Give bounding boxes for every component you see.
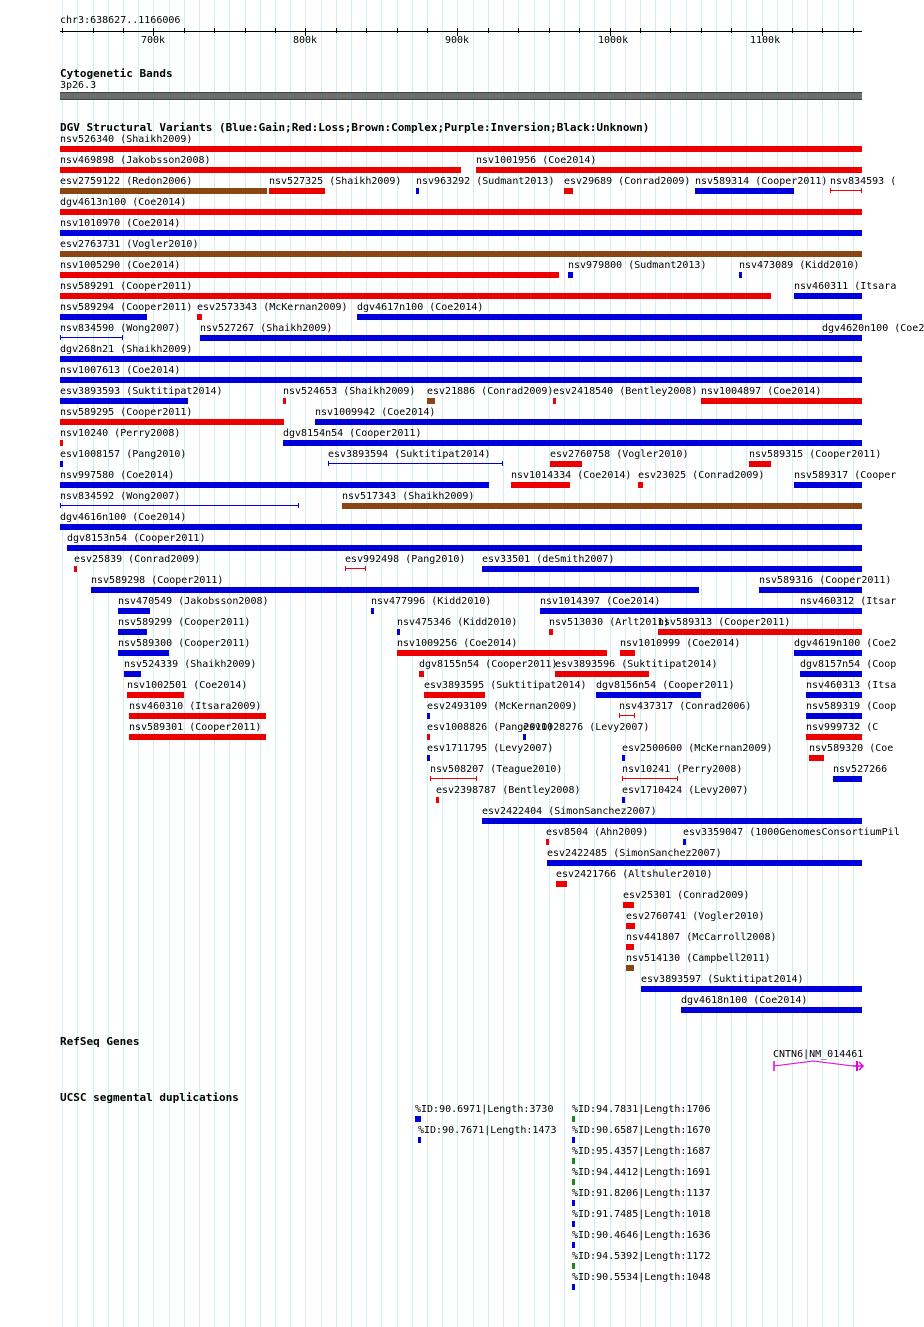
feature-label: esv3893596 (Suktitipat2014) xyxy=(555,659,718,670)
feature-label: nsv514130 (Campbell2011) xyxy=(626,953,771,964)
ruler-tick-label: 1100k xyxy=(750,35,781,46)
grid-line xyxy=(321,0,322,1327)
feature-bar[interactable] xyxy=(695,188,794,194)
feature-label: nsv10241 (Perry2008) xyxy=(622,764,743,775)
feature-label: esv29689 (Conrad2009) xyxy=(564,176,691,187)
ruler-minor-tick xyxy=(853,28,854,33)
cytoband-3p26-3[interactable] xyxy=(60,92,862,100)
feature-label: nsv460312 (Itsar xyxy=(800,596,897,607)
feature-bar[interactable] xyxy=(626,944,634,950)
feature-label: nsv589317 (Cooper xyxy=(794,470,897,481)
gene-cntn6[interactable] xyxy=(773,1058,868,1074)
feature-bar[interactable] xyxy=(622,797,625,803)
feature-bar-part xyxy=(122,335,123,340)
feature-bar[interactable] xyxy=(60,293,771,299)
feature-label: esv2500600 (McKernan2009) xyxy=(622,743,773,754)
ruler-minor-tick xyxy=(670,28,671,33)
feature-label: nsv1014334 (Coe2014) xyxy=(511,470,632,481)
ruler-minor-tick xyxy=(701,28,702,33)
ruler-minor-tick xyxy=(792,28,793,33)
feature-bar[interactable] xyxy=(60,356,862,362)
feature-bar[interactable] xyxy=(546,839,549,845)
feature-bar[interactable] xyxy=(619,713,635,718)
feature-bar[interactable] xyxy=(416,188,419,194)
feature-bar[interactable] xyxy=(60,251,862,257)
ruler-minor-tick xyxy=(336,28,337,33)
feature-label: nsv1009256 (Coe2014) xyxy=(397,638,518,649)
feature-bar[interactable] xyxy=(638,482,643,488)
feature-bar[interactable] xyxy=(800,608,862,614)
feature-bar-part xyxy=(634,713,635,718)
feature-bar[interactable] xyxy=(806,713,862,719)
feature-label: nsv963292 (Sudmant2013) xyxy=(416,176,555,187)
feature-label: %ID:95.4357|Length:1687 xyxy=(572,1146,711,1157)
feature-bar[interactable] xyxy=(430,776,477,781)
feature-bar[interactable] xyxy=(129,734,266,740)
feature-label: nsv589294 (Cooper2011) xyxy=(60,302,193,313)
feature-bar[interactable] xyxy=(568,272,573,278)
ruler-tick-label: 800k xyxy=(293,35,318,46)
feature-label: dgv4616n100 (Coe2014) xyxy=(60,512,187,523)
feature-label: dgv4619n100 (Coe2 xyxy=(794,638,897,649)
feature-label: nsv979800 (Sudmant2013) xyxy=(568,260,707,271)
feature-bar[interactable] xyxy=(800,671,862,677)
feature-bar-part xyxy=(619,715,635,716)
grid-line xyxy=(762,0,763,1327)
feature-label: nsv589300 (Cooper2011) xyxy=(118,638,251,649)
feature-label: nsv475346 (Kidd2010) xyxy=(397,617,518,628)
feature-bar[interactable] xyxy=(482,566,862,572)
feature-bar[interactable] xyxy=(397,650,607,656)
feature-bar[interactable] xyxy=(564,188,573,194)
feature-bar-part xyxy=(502,461,503,466)
feature-bar[interactable] xyxy=(759,587,862,593)
feature-label: nsv517343 (Shaikh2009) xyxy=(342,491,475,502)
ruler-minor-tick xyxy=(93,28,94,33)
feature-bar[interactable] xyxy=(60,482,489,488)
feature-label: nsv1004897 (Coe2014) xyxy=(701,386,822,397)
feature-label: esv1711795 (Levy2007) xyxy=(427,743,554,754)
feature-bar[interactable] xyxy=(556,881,567,887)
feature-bar[interactable] xyxy=(60,209,862,215)
feature-bar-part xyxy=(365,566,366,571)
grid-line xyxy=(260,0,261,1327)
feature-bar-part xyxy=(622,776,623,781)
feature-label: nsv1009942 (Coe2014) xyxy=(315,407,436,418)
grid-line xyxy=(746,0,747,1327)
feature-label: dgv4618n100 (Coe2014) xyxy=(681,995,808,1006)
feature-bar[interactable] xyxy=(60,230,862,236)
ruler-minor-tick xyxy=(488,28,489,33)
feature-bar-part xyxy=(328,461,329,466)
grid-line xyxy=(731,0,732,1327)
feature-label: nsv589315 (Cooper2011) xyxy=(749,449,882,460)
ruler-minor-tick xyxy=(731,28,732,33)
ruler-minor-tick xyxy=(245,28,246,33)
feature-bar-part xyxy=(60,503,61,508)
feature-bar-part xyxy=(298,503,299,508)
feature-bar[interactable] xyxy=(553,398,556,404)
feature-bar[interactable] xyxy=(60,272,559,278)
feature-bar[interactable] xyxy=(124,671,141,677)
feature-bar[interactable] xyxy=(397,629,400,635)
ruler-minor-tick xyxy=(579,28,580,33)
feature-label: nsv524339 (Shaikh2009) xyxy=(124,659,257,670)
feature-bar[interactable] xyxy=(60,314,147,320)
feature-bar[interactable] xyxy=(596,692,701,698)
grid-line xyxy=(336,0,337,1327)
feature-bar[interactable] xyxy=(415,1116,421,1122)
feature-label: esv2398787 (Bentley2008) xyxy=(436,785,581,796)
feature-bar[interactable] xyxy=(315,419,862,425)
feature-label: dgv268n21 (Shaikh2009) xyxy=(60,344,193,355)
feature-bar[interactable] xyxy=(427,713,430,719)
feature-label: esv2760741 (Vogler2010) xyxy=(626,911,765,922)
feature-bar[interactable] xyxy=(623,902,634,908)
cytoband-track-title: Cytogenetic Bands xyxy=(60,67,173,80)
feature-bar[interactable] xyxy=(482,818,862,824)
feature-bar[interactable] xyxy=(626,923,635,929)
grid-line xyxy=(412,0,413,1327)
feature-label: esv2422485 (SimonSanchez2007) xyxy=(547,848,722,859)
feature-bar[interactable] xyxy=(833,776,862,782)
feature-bar[interactable] xyxy=(118,629,147,635)
refseq-track-title: RefSeq Genes xyxy=(60,1035,140,1048)
feature-label: esv2422404 (SimonSanchez2007) xyxy=(482,806,657,817)
feature-label: esv3893593 (Suktitipat2014) xyxy=(60,386,223,397)
ruler-tick-label: 1000k xyxy=(598,35,629,46)
feature-label: nsv10240 (Perry2008) xyxy=(60,428,181,439)
feature-bar-part xyxy=(830,188,831,193)
feature-bar[interactable] xyxy=(419,671,424,677)
feature-label: nsv1002501 (Coe2014) xyxy=(127,680,248,691)
grid-line xyxy=(305,0,306,1327)
feature-label: dgv8153n54 (Cooper2011) xyxy=(67,533,206,544)
feature-bar[interactable] xyxy=(436,797,439,803)
feature-bar[interactable] xyxy=(572,1137,575,1143)
feature-bar[interactable] xyxy=(547,860,862,866)
feature-bar-part xyxy=(430,776,431,781)
gene-label: CNTN6|NM_014461 xyxy=(773,1049,864,1060)
feature-bar[interactable] xyxy=(197,314,202,320)
feature-label: nsv589298 (Cooper2011) xyxy=(91,575,224,586)
feature-bar[interactable] xyxy=(572,1284,575,1290)
feature-bar-part xyxy=(60,335,61,340)
feature-label: nsv437317 (Conrad2006) xyxy=(619,701,752,712)
feature-bar-part xyxy=(861,188,862,193)
feature-bar[interactable] xyxy=(550,461,582,467)
feature-label: dgv4620n100 (Coe2 xyxy=(822,323,924,334)
feature-bar-part xyxy=(328,463,503,464)
feature-bar[interactable] xyxy=(572,1200,575,1206)
feature-bar[interactable] xyxy=(749,461,771,467)
feature-label: nsv470549 (Jakobsson2008) xyxy=(118,596,269,607)
feature-label: nsv513030 (Arlt2011) xyxy=(549,617,670,628)
feature-bar[interactable] xyxy=(809,755,824,761)
feature-bar[interactable] xyxy=(283,440,862,446)
feature-label: esv3359047 (1000GenomesConsortiumPil xyxy=(683,827,900,838)
feature-bar[interactable] xyxy=(622,755,625,761)
feature-label: nsv527266 xyxy=(833,764,888,775)
feature-label: esv1710424 (Levy2007) xyxy=(622,785,749,796)
feature-bar[interactable] xyxy=(549,629,553,635)
feature-bar[interactable] xyxy=(476,167,862,173)
grid-line xyxy=(290,0,291,1327)
feature-bar-part xyxy=(345,568,366,569)
feature-bar[interactable] xyxy=(701,398,862,404)
feature-bar[interactable] xyxy=(418,1137,421,1143)
feature-label: esv1028276 (Levy2007) xyxy=(523,722,650,733)
feature-label: esv2760758 (Vogler2010) xyxy=(550,449,689,460)
feature-label: esv3893595 (Suktitipat2014) xyxy=(424,680,587,691)
feature-bar-part xyxy=(622,778,678,779)
grid-line xyxy=(777,0,778,1327)
feature-label: nsv508207 (Teague2010) xyxy=(430,764,563,775)
feature-label: nsv477996 (Kidd2010) xyxy=(371,596,492,607)
grid-line xyxy=(397,0,398,1327)
feature-bar[interactable] xyxy=(572,1263,575,1269)
feature-label: esv21886 (Conrad2009) xyxy=(427,386,554,397)
feature-label: esv25839 (Conrad2009) xyxy=(74,554,201,565)
feature-bar[interactable] xyxy=(200,335,862,341)
feature-bar[interactable] xyxy=(60,419,284,425)
feature-label: %ID:91.8206|Length:1137 xyxy=(572,1188,711,1199)
feature-bar[interactable] xyxy=(806,692,862,698)
ruler-minor-tick xyxy=(123,28,124,33)
feature-label: esv23025 (Conrad2009) xyxy=(638,470,765,481)
feature-label: dgv4617n100 (Coe2014) xyxy=(357,302,484,313)
feature-label: nsv999732 (C xyxy=(806,722,879,733)
feature-bar[interactable] xyxy=(342,503,862,509)
feature-bar[interactable] xyxy=(572,1116,575,1122)
feature-label: nsv834590 (Wong2007) xyxy=(60,323,181,334)
feature-bar[interactable] xyxy=(658,629,862,635)
feature-bar[interactable] xyxy=(572,1221,575,1227)
feature-bar[interactable] xyxy=(60,503,299,508)
feature-bar-part xyxy=(430,778,477,779)
feature-bar[interactable] xyxy=(60,146,862,152)
dgv-track-title: DGV Structural Variants (Blue:Gain;Red:Loss;Brown:Complex;Purple:Inversion;Black:Unknown) xyxy=(60,121,650,134)
feature-label: nsv834592 (Wong2007) xyxy=(60,491,181,502)
feature-bar[interactable] xyxy=(118,608,150,614)
ruler-minor-tick xyxy=(640,28,641,33)
feature-bar[interactable] xyxy=(60,524,862,530)
feature-bar[interactable] xyxy=(511,482,570,488)
feature-bar[interactable] xyxy=(74,566,77,572)
feature-label: esv992498 (Pang2010) xyxy=(345,554,466,565)
feature-label: nsv589313 (Cooper2011) xyxy=(658,617,791,628)
feature-bar[interactable] xyxy=(794,482,862,488)
feature-bar[interactable] xyxy=(822,335,862,341)
ruler-axis xyxy=(60,31,862,32)
feature-bar[interactable] xyxy=(806,734,862,740)
feature-bar[interactable] xyxy=(60,440,63,446)
feature-bar[interactable] xyxy=(572,1242,575,1248)
feature-bar[interactable] xyxy=(328,461,503,466)
feature-bar[interactable] xyxy=(118,650,169,656)
feature-label: nsv589316 (Cooper2011) xyxy=(759,575,892,586)
ruler-minor-tick xyxy=(275,28,276,33)
feature-label: nsv589291 (Cooper2011) xyxy=(60,281,193,292)
feature-bar-part xyxy=(476,776,477,781)
feature-bar[interactable] xyxy=(91,587,699,593)
feature-label: esv33501 (deSmith2007) xyxy=(482,554,615,565)
feature-bar[interactable] xyxy=(424,692,485,698)
feature-label: nsv1010970 (Coe2014) xyxy=(60,218,181,229)
feature-label: esv2418540 (Bentley2008) xyxy=(553,386,698,397)
feature-label: esv1008157 (Pang2010) xyxy=(60,449,187,460)
feature-label: %ID:90.5534|Length:1048 xyxy=(572,1272,711,1283)
feature-bar[interactable] xyxy=(794,650,862,656)
ruler-minor-tick xyxy=(397,28,398,33)
feature-bar[interactable] xyxy=(60,167,461,173)
feature-label: %ID:94.7831|Length:1706 xyxy=(572,1104,711,1115)
ruler-minor-tick xyxy=(822,28,823,33)
feature-label: esv2763731 (Vogler2010) xyxy=(60,239,199,250)
ruler-minor-tick xyxy=(427,28,428,33)
feature-bar[interactable] xyxy=(427,734,430,740)
feature-bar[interactable] xyxy=(371,608,374,614)
feature-label: nsv997580 (Coe2014) xyxy=(60,470,175,481)
ruler-minor-tick xyxy=(214,28,215,33)
feature-label: nsv589320 (Coe xyxy=(809,743,894,754)
feature-label: nsv460311 (Itsara xyxy=(794,281,897,292)
feature-bar[interactable] xyxy=(739,272,742,278)
feature-label: %ID:91.7485|Length:1018 xyxy=(572,1209,711,1220)
feature-bar[interactable] xyxy=(60,188,267,194)
grid-line xyxy=(366,0,367,1327)
feature-bar[interactable] xyxy=(572,1158,575,1164)
feature-bar[interactable] xyxy=(60,335,123,340)
grid-line xyxy=(792,0,793,1327)
feature-bar-part xyxy=(345,566,346,571)
feature-label: %ID:90.4646|Length:1636 xyxy=(572,1230,711,1241)
feature-bar[interactable] xyxy=(794,293,862,299)
feature-label: nsv441807 (McCarroll2008) xyxy=(626,932,777,943)
feature-bar[interactable] xyxy=(427,755,430,761)
feature-label: esv1008826 (Pang2010) xyxy=(427,722,554,733)
feature-bar[interactable] xyxy=(60,398,188,404)
cytoband-label: 3p26.3 xyxy=(60,80,97,91)
feature-label: esv2759122 (Redon2006) xyxy=(60,176,193,187)
feature-bar[interactable] xyxy=(60,461,63,467)
feature-label: nsv527325 (Shaikh2009) xyxy=(269,176,402,187)
feature-label: dgv4613n100 (Coe2014) xyxy=(60,197,187,208)
feature-label: esv3893594 (Suktitipat2014) xyxy=(328,449,491,460)
feature-bar[interactable] xyxy=(626,965,634,971)
ruler-tick-label: 900k xyxy=(445,35,470,46)
segdup-track-title: UCSC segmental duplications xyxy=(60,1091,239,1104)
feature-label: nsv1001956 (Coe2014) xyxy=(476,155,597,166)
feature-label: nsv1014397 (Coe2014) xyxy=(540,596,661,607)
feature-bar-part xyxy=(619,713,620,718)
feature-label: nsv834593 ( xyxy=(830,176,897,187)
feature-label: esv3893597 (Suktitipat2014) xyxy=(641,974,804,985)
feature-label: dgv8155n54 (Cooper2011) xyxy=(419,659,558,670)
grid-line xyxy=(351,0,352,1327)
grid-line xyxy=(275,0,276,1327)
feature-label: esv2421766 (Altshuler2010) xyxy=(556,869,713,880)
feature-label: esv2573343 (McKernan2009) xyxy=(197,302,348,313)
feature-label: %ID:94.4412|Length:1691 xyxy=(572,1167,711,1178)
feature-bar[interactable] xyxy=(283,398,286,404)
feature-label: nsv527267 (Shaikh2009) xyxy=(200,323,333,334)
feature-bar[interactable] xyxy=(683,839,686,845)
feature-label: dgv8157n54 (Coop xyxy=(800,659,897,670)
feature-label: nsv589295 (Cooper2011) xyxy=(60,407,193,418)
feature-label: nsv589314 (Cooper2011) xyxy=(695,176,828,187)
feature-label: nsv524653 (Shaikh2009) xyxy=(283,386,416,397)
feature-label: nsv526340 (Shaikh2009) xyxy=(60,134,193,145)
feature-bar[interactable] xyxy=(127,692,184,698)
ruler-minor-tick xyxy=(184,28,185,33)
feature-bar[interactable] xyxy=(572,1179,575,1185)
feature-label: %ID:94.5392|Length:1172 xyxy=(572,1251,711,1262)
feature-bar-part xyxy=(830,190,862,191)
feature-bar-part xyxy=(677,776,678,781)
ruler-minor-tick xyxy=(366,28,367,33)
feature-bar-part xyxy=(60,337,123,338)
grid-line xyxy=(381,0,382,1327)
feature-bar[interactable] xyxy=(357,314,862,320)
ruler-minor-tick xyxy=(549,28,550,33)
feature-label: nsv589299 (Cooper2011) xyxy=(118,617,251,628)
feature-label: dgv8156n54 (Cooper2011) xyxy=(596,680,735,691)
feature-bar[interactable] xyxy=(555,671,649,677)
feature-label: esv8504 (Ahn2009) xyxy=(546,827,649,838)
feature-label: %ID:90.7671|Length:1473 xyxy=(418,1125,557,1136)
feature-label: nsv473089 (Kidd2010) xyxy=(739,260,860,271)
feature-label: nsv460313 (Itsa xyxy=(806,680,897,691)
feature-label: nsv589301 (Cooper2011) xyxy=(129,722,262,733)
feature-label: nsv1007613 (Coe2014) xyxy=(60,365,181,376)
feature-label: nsv589319 (Coop xyxy=(806,701,897,712)
feature-bar[interactable] xyxy=(67,545,862,551)
ruler-minor-tick xyxy=(62,28,63,33)
feature-bar[interactable] xyxy=(681,1007,862,1013)
feature-bar[interactable] xyxy=(523,734,526,740)
feature-label: dgv8154n54 (Cooper2011) xyxy=(283,428,422,439)
ruler-tick-label: 700k xyxy=(141,35,166,46)
feature-bar[interactable] xyxy=(427,398,435,404)
feature-bar[interactable] xyxy=(620,650,635,656)
feature-label: esv2493109 (McKernan2009) xyxy=(427,701,578,712)
feature-label: nsv460310 (Itsara2009) xyxy=(129,701,262,712)
feature-bar[interactable] xyxy=(60,377,862,383)
feature-bar[interactable] xyxy=(269,188,325,194)
feature-bar[interactable] xyxy=(641,986,862,992)
ruler-minor-tick xyxy=(518,28,519,33)
feature-label: esv25301 (Conrad2009) xyxy=(623,890,750,901)
feature-label: %ID:90.6971|Length:3730 xyxy=(415,1104,554,1115)
location-label: chr3:638627..1166006 xyxy=(60,15,181,26)
feature-label: nsv1005290 (Coe2014) xyxy=(60,260,181,271)
feature-label: nsv1010999 (Coe2014) xyxy=(620,638,741,649)
feature-label: nsv469898 (Jakobsson2008) xyxy=(60,155,211,166)
feature-bar[interactable] xyxy=(129,713,266,719)
feature-bar[interactable] xyxy=(345,566,366,571)
feature-label: %ID:90.6587|Length:1670 xyxy=(572,1125,711,1136)
feature-bar[interactable] xyxy=(830,188,862,193)
feature-bar-part xyxy=(60,505,299,506)
feature-bar[interactable] xyxy=(622,776,678,781)
